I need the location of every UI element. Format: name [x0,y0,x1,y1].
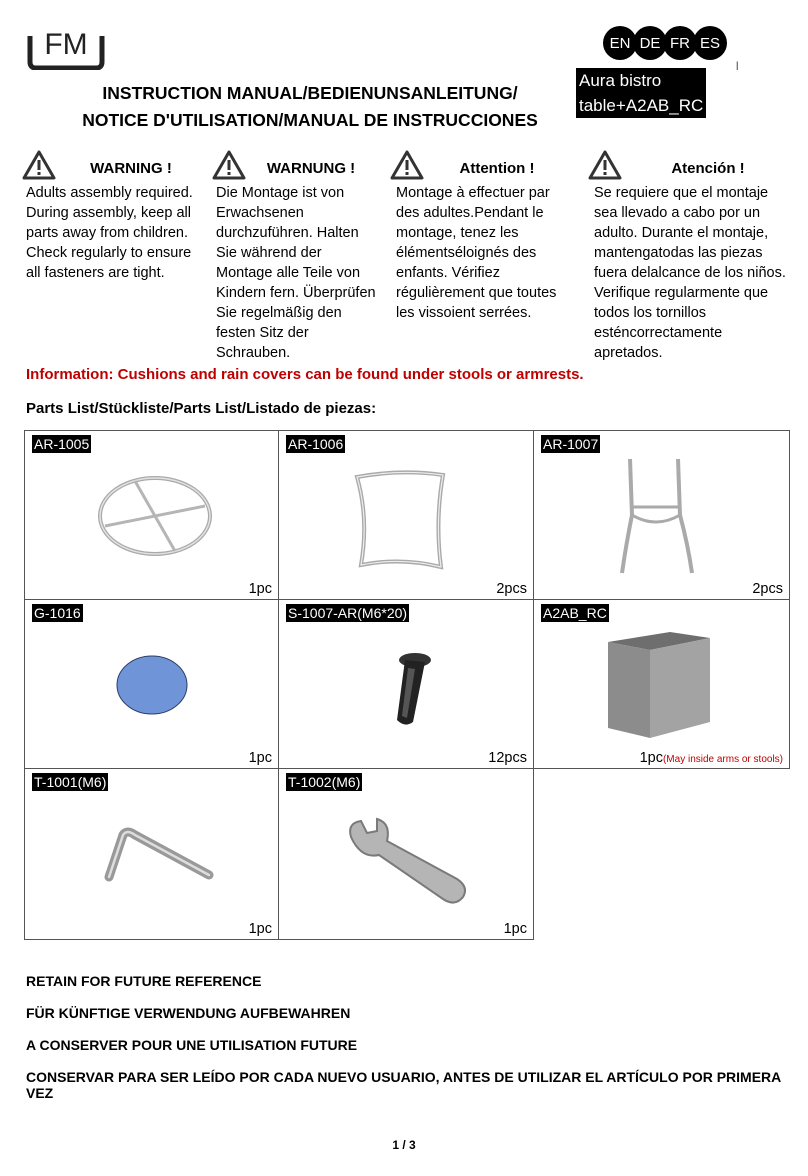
retain-note-de: FÜR KÜNFTIGE VERWENDUNG AUFBEWAHREN [26,1005,351,1021]
warning-en-header [22,146,206,180]
part-code: A2AB_RC [543,605,607,621]
warning-de-header [212,146,376,180]
warning-es-text: Se requiere que el montaje sea llevado a cabo por un adulto. Durante el montaje, mantengatodas las piezas fuera delalcance de los niños. Verifique regularmente que todos los tornillos esténcorrectamente apretados. [594,185,786,361]
warning-es-header [588,146,794,180]
round-frame-image [95,471,215,561]
part-cell-ar-1005 [24,430,279,600]
leg-frame-image [618,455,698,577]
parts-grid [24,430,790,940]
warning-es [588,146,794,363]
part-cell-ar-1006 [278,430,534,600]
part-qty [640,750,783,766]
part-code: T-1001(M6) [34,774,107,790]
warning-de-heading: WARNUNG ! [266,160,356,177]
product-line-1: Aura bistro [579,71,662,90]
lang-badge-es: ES [693,26,727,60]
part-cell-ar-1007 [533,430,790,600]
product-tail-mark: | [736,60,739,70]
rain-cover-image [606,628,716,740]
part-cell-a2ab-rc [533,599,790,769]
fm-logo [26,22,106,70]
part-qty-note: (May inside arms or stools) [662,754,783,765]
product-name [576,68,706,118]
warning-de-text: Die Montage ist von Erwachsenen durchzuführen. Halten Sie während der Montage alle Teile von Kindern fern. Überprüfen Sie regelmäßig den festen Sitz der Schrauben. [216,185,376,361]
title-line-2: NOTICE D'UTILISATION/MANUAL DE INSTRUCCIONES [82,110,538,130]
warning-triangle-icon [588,150,622,180]
information-note: Information: Cushions and rain covers can be found under stools or armrests. [26,366,584,383]
part-cell-s-1007 [278,599,534,769]
part-qty: 1pc [248,921,272,937]
language-badges [603,26,723,60]
lang-badge-fr: FR [663,26,697,60]
part-code: S-1007-AR(M6*20) [288,605,408,621]
warning-en [22,146,206,283]
part-qty: 2pcs [752,581,783,597]
retain-note-es: CONSERVAR PARA SER LEÍDO POR CADA NUEVO USUARIO, ANTES DE UTILIZAR EL ARTÍCULO POR PRIMERA VEZ [26,1069,781,1101]
warning-en-heading: WARNING ! [90,160,172,177]
lang-badge-de: DE [633,26,667,60]
warning-fr-header [390,146,570,180]
part-code: AR-1005 [34,436,90,452]
wrench-image [341,817,471,907]
part-qty: 12pcs [488,750,527,766]
warning-de [212,146,376,363]
bolt-image [375,648,435,728]
part-code: AR-1006 [288,436,344,452]
part-qty: 1pc [503,921,527,937]
warning-en-text: Adults assembly required. During assembly, keep all parts away from children. Check regularly to ensure all fasteners are tight. [26,185,193,281]
lang-badge-en: EN [603,26,637,60]
part-qty-value: 1pc [639,750,663,766]
side-frame-image [351,469,451,573]
logo-text: FM [44,28,88,61]
warning-es-heading: Atención ! [671,160,745,177]
retain-note-en: RETAIN FOR FUTURE REFERENCE [26,973,262,989]
part-cell-t-1001 [24,768,279,940]
manual-title [60,80,560,134]
part-cell-t-1002 [278,768,534,940]
part-qty: 1pc [248,750,272,766]
allen-key-image [97,825,217,895]
warning-triangle-icon [390,150,424,180]
parts-list-title: Parts List/Stückliste/Parts List/Listado de piezas: [26,400,377,417]
retain-note-fr: A CONSERVER POUR UNE UTILISATION FUTURE [26,1037,358,1053]
part-cell-g-1016 [24,599,279,769]
warning-triangle-icon [212,150,246,180]
warning-fr-text: Montage à effectuer par des adultes.Pendant le montage, tenez les élémentséloignés des enfants. Vérifiez régulièrement que toutes les vissoient serrées. [396,185,557,321]
warning-fr-heading: Attention ! [459,160,535,177]
glass-top-image [115,654,189,716]
part-code: G-1016 [34,605,81,621]
title-line-1: INSTRUCTION MANUAL/BEDIENUNSANLEITUNG/ [102,83,518,103]
page-number: 1 / 3 [392,1138,416,1152]
part-qty: 2pcs [496,581,527,597]
product-line-2: table+A2AB_RC [579,96,704,115]
part-qty: 1pc [248,581,272,597]
warning-fr [390,146,570,323]
warning-triangle-icon [22,150,56,180]
part-code: AR-1007 [543,436,599,452]
part-code: T-1002(M6) [288,774,361,790]
